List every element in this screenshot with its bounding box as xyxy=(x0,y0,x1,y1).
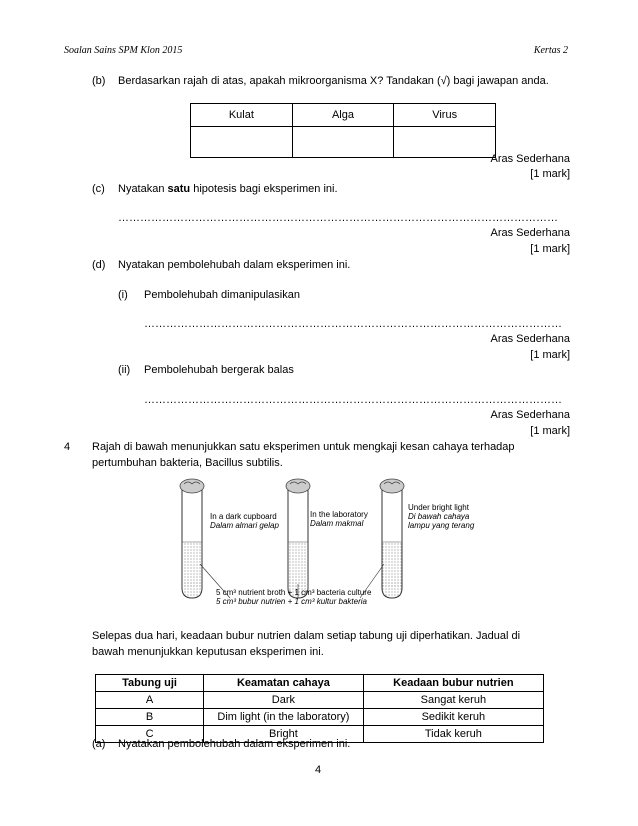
answer-cell-kulat[interactable] xyxy=(191,127,293,158)
q3b-mark: [1 mark] xyxy=(530,168,570,180)
table-cell: Dim light (in the laboratory) xyxy=(204,709,364,726)
q4a-number: (a) xyxy=(92,738,106,750)
table-cell: C xyxy=(96,726,204,743)
table-cell: Sedikit keruh xyxy=(363,709,543,726)
answer-cell-alga[interactable] xyxy=(292,127,394,158)
q3c-level: Aras Sederhana xyxy=(490,227,570,239)
tube-c-label: Under bright light Di bawah cahaya lampu yang terang xyxy=(408,503,475,530)
q3d-i-level: Aras Sederhana xyxy=(490,333,570,345)
q3c-text: Nyatakan satu hipotesis bagi eksperimen ini. xyxy=(118,183,338,195)
figure-caption: 5 cm³ nutrient broth + 1 cm³ bacteria culture 5 cm³ bubur nutrien + 1 cm³ kultur bakteria xyxy=(216,588,372,606)
header-left: Soalan Sains SPM Klon 2015 xyxy=(64,45,183,56)
q3d-number: (d) xyxy=(92,259,106,271)
cotton-plug-icon xyxy=(286,479,310,493)
q3b-number: (b) xyxy=(92,75,106,87)
table-header-cell: Keamatan cahaya xyxy=(204,675,364,692)
q3d-ii-text: Pembolehubah bergerak balas xyxy=(144,364,294,376)
test-tube-b xyxy=(286,479,310,598)
table-row xyxy=(96,692,544,709)
q3d-i-text: Pembolehubah dimanipulasikan xyxy=(144,289,300,301)
q3d-ii-answer-line[interactable]: …………………………………………………………………………………………………… xyxy=(144,394,562,406)
table-header-row xyxy=(191,104,496,127)
q4-line1: Rajah di bawah menunjukkan satu eksperimen untuk mengkaji kesan cahaya terhadap xyxy=(92,441,515,453)
q3d-ii-level: Aras Sederhana xyxy=(490,409,570,421)
q4-line2: pertumbuhan bakteria, Bacillus subtilis. xyxy=(92,457,283,469)
tube-b-label: In the laboratory Dalam makmal xyxy=(310,510,368,528)
page-number: 4 xyxy=(315,764,322,776)
q4-para1: Selepas dua hari, keadaan bubur nutrien dalam setiap tabung uji diperhatikan. Jadual di xyxy=(92,630,521,642)
table-header-row xyxy=(96,675,544,692)
answer-cell-virus[interactable] xyxy=(394,127,496,158)
q3d-i-number: (i) xyxy=(118,289,128,301)
cotton-plug-icon xyxy=(380,479,404,493)
table-cell: B xyxy=(96,709,204,726)
q3d-i-answer-line[interactable]: …………………………………………………………………………………………………… xyxy=(144,318,562,330)
cotton-plug-icon xyxy=(180,479,204,493)
table-cell: A xyxy=(96,692,204,709)
q3b-text: Berdasarkan rajah di atas, apakah mikroorganisma X? Tandakan (√) bagi jawapan anda. xyxy=(118,75,549,87)
q3d-ii-number: (ii) xyxy=(118,364,131,376)
table-header-cell: Kulat xyxy=(191,104,293,127)
q4a-text: Nyatakan pembolehubah dalam eksperimen ini. xyxy=(118,738,351,750)
table-cell: Sangat keruh xyxy=(363,692,543,709)
test-tube-a xyxy=(180,479,204,598)
q3d-i-mark: [1 mark] xyxy=(530,349,570,361)
q4-para2: bawah menunjukkan keputusan eksperimen ini. xyxy=(92,646,324,658)
q3d-text: Nyatakan pembolehubah dalam eksperimen ini. xyxy=(118,259,351,271)
table-header-cell: Keadaan bubur nutrien xyxy=(363,675,543,692)
q3b-level: Aras Sederhana xyxy=(490,153,570,165)
q3c-number: (c) xyxy=(92,183,105,195)
table-answer-row xyxy=(191,127,496,158)
table-cell: Tidak keruh xyxy=(363,726,543,743)
table-row xyxy=(96,709,544,726)
table-cell: Dark xyxy=(204,692,364,709)
table-cell: Bright xyxy=(204,726,364,743)
q3c-answer-line[interactable]: ………………………………………………………………………………………………………… xyxy=(118,212,558,224)
table-header-cell: Alga xyxy=(292,104,394,127)
table-header-cell: Tabung uji xyxy=(96,675,204,692)
q3c-mark: [1 mark] xyxy=(530,243,570,255)
test-tube-c xyxy=(380,479,404,598)
q3b-answer-table xyxy=(190,103,496,158)
header-right: Kertas 2 xyxy=(533,45,568,56)
results-table xyxy=(95,674,544,743)
tube-a-label: In a dark cupboard Dalam almari gelap xyxy=(210,512,279,530)
q3d-ii-mark: [1 mark] xyxy=(530,425,570,437)
q4-number: 4 xyxy=(64,441,71,453)
table-header-cell: Virus xyxy=(394,104,496,127)
